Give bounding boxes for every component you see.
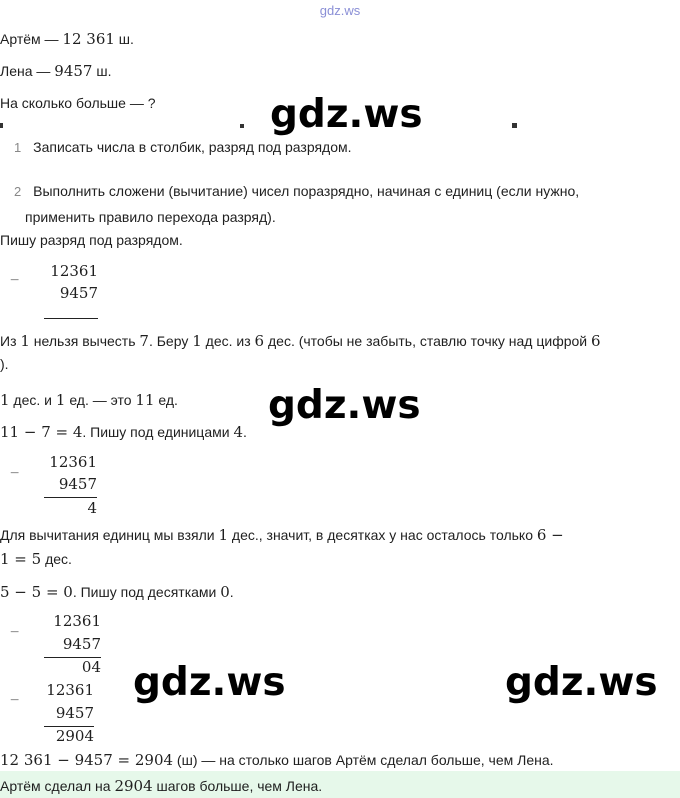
step-text: Записать числа в столбик, разряд под разрядом. [33, 139, 352, 155]
artem-value: 12 361 [62, 30, 115, 48]
step-1 [14, 139, 352, 155]
step-text: Выполнить сложени (вычитание) чисел поразрядно, начиная с единиц (если нужно, [33, 183, 580, 199]
step-number: 1 [14, 140, 22, 155]
lena-label: Лена — [0, 63, 55, 79]
minus-sign: − [10, 624, 20, 641]
paragraph-left-cont [0, 550, 72, 568]
given-lena [0, 62, 111, 80]
text: Для вычитания единиц мы взяли [0, 527, 219, 543]
text: нельзя вычесть [29, 333, 140, 349]
subtrahend: 9457 [62, 635, 101, 653]
equation: 11 − 7 = 4 [0, 423, 83, 441]
text: . Пишу под десятками [72, 584, 221, 600]
equation: 5 − 5 = 0 [0, 583, 73, 601]
text: . [243, 424, 247, 440]
minus-sign: − [10, 272, 20, 289]
lena-value: 9457 [54, 62, 93, 80]
minus-sign: − [10, 692, 20, 709]
number: 1 [192, 332, 202, 350]
number: 2904 [114, 777, 153, 795]
watermark: gdz.ws [268, 383, 421, 428]
difference: 04 [81, 658, 101, 676]
paragraph-left [0, 526, 564, 544]
text: дес. [41, 551, 72, 567]
step-2-cont: применить правило перехода разряд). [25, 209, 276, 225]
number: 1 [20, 332, 30, 350]
number: 1 [55, 391, 66, 409]
minuend: 12361 [49, 453, 97, 471]
number: 0 [220, 583, 230, 601]
minuend: 12361 [53, 612, 101, 630]
difference: 4 [87, 499, 97, 517]
text: Из [0, 333, 21, 349]
paragraph-units [0, 423, 247, 441]
paragraph-borrow-end: ). [0, 356, 9, 372]
number: 6 [254, 332, 265, 350]
text: . [229, 584, 234, 600]
equation: 1 = 5 [0, 550, 42, 568]
paragraph-tens [0, 391, 178, 409]
text: ед. — это [65, 392, 136, 408]
text: ед. [154, 392, 178, 408]
number: 6 [591, 332, 601, 350]
minuend: 12361 [50, 262, 98, 280]
answer-text [0, 777, 322, 795]
step-number: 2 [14, 184, 22, 199]
step-2 [14, 183, 579, 199]
text: дес. из [201, 333, 255, 349]
number: 6 − [536, 526, 564, 544]
paragraph-column: Пишу разряд под разрядом. [0, 232, 183, 248]
watermark: gdz.ws [270, 92, 423, 137]
number: 1 [218, 526, 229, 544]
minus-sign: − [10, 465, 20, 482]
text: дес. и [9, 392, 56, 408]
minuend: 12361 [46, 681, 94, 699]
column-line [44, 497, 97, 498]
given-question: На сколько больше — ? [0, 95, 156, 111]
subtrahend: 9457 [58, 475, 97, 493]
artem-unit: ш. [114, 31, 134, 47]
subtrahend: 9457 [55, 704, 94, 722]
equation: 12 361 − 9457 = 2904 [0, 751, 174, 769]
number: 1 [0, 391, 10, 409]
lena-unit: ш. [92, 63, 112, 79]
watermark: gdz.ws [505, 660, 658, 705]
subtrahend: 9457 [59, 284, 98, 302]
difference: 2904 [55, 727, 94, 745]
text: . Беру [148, 333, 193, 349]
text: шагов больше, чем Лена. [152, 778, 323, 794]
column-line [44, 318, 98, 319]
text: дес. (чтобы не забыть, ставлю точку над цифрой [264, 333, 591, 349]
watermark-top: gdz.ws [319, 3, 361, 18]
paragraph-result [0, 751, 554, 769]
number: 4 [233, 423, 243, 441]
number: 7 [139, 332, 149, 350]
artem-label: Артём — [0, 31, 63, 47]
text: дес., значит, в десятках у нас осталось только [228, 527, 537, 543]
paragraph-borrow [0, 332, 601, 350]
watermark: gdz.ws [133, 660, 286, 705]
text: Артём сделал на [0, 778, 115, 794]
paragraph-tens-result [0, 583, 234, 601]
text: . Пишу под единицами [82, 424, 234, 440]
number: 11 [135, 391, 155, 409]
given-artem [0, 30, 134, 48]
text: (ш) — на столько шагов Артём сделал больше, чем Лена. [173, 752, 554, 768]
